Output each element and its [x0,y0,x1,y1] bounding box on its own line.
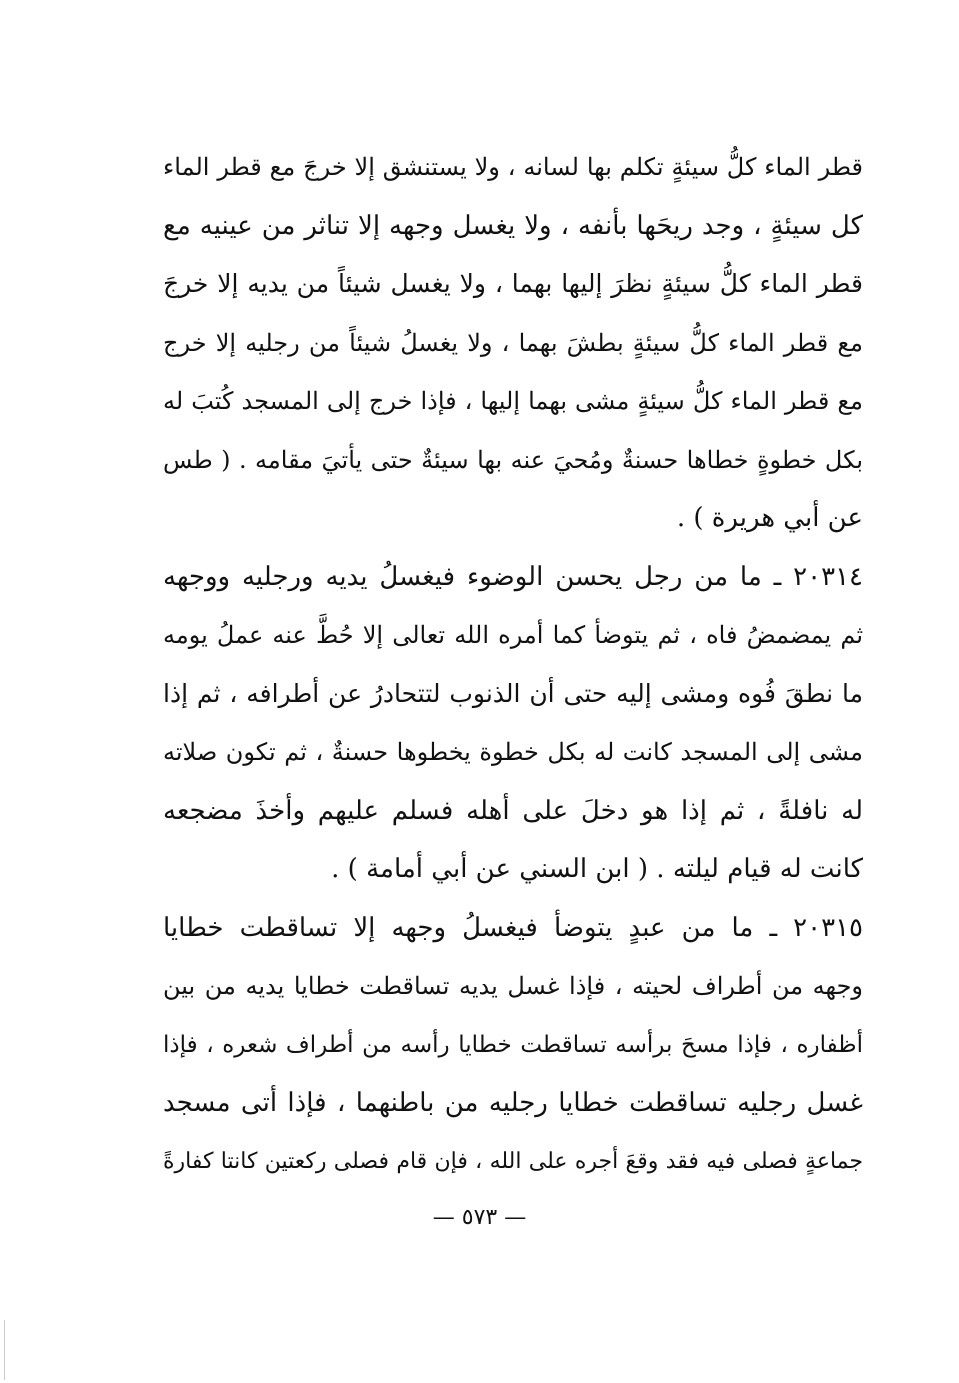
scan-edge-mark [4,1320,5,1380]
text-line: قطر الماء كلُّ سيئةٍ نظرَ إليها بهما ، ولا يغسل شيئاً من يديه إلا خرجَ [163,269,863,298]
text-line-end-of-paragraph: عن أبي هريرة ) . [676,503,863,533]
text-line: ما نطقَ فُوه ومشى إليه حتى أن الذنوب لتتحادرُ عن أطرافه ، ثم إذا [163,678,863,708]
text-line: جماعةٍ فصلى فيه فقد وقعَ أجره على الله ، فإن قام فصلى ركعتين كانتا كفارةً [163,1148,863,1174]
text-line: كل سيئةٍ ، وجد ريحَها بأنفه ، ولا يغسل وجهه إلا تناثر من عينيه مع [163,210,863,241]
text-line: له نافلةً ، ثم إذا هو دخلَ على أهله فسلم عليهم وأخذَ مضجعه [163,795,863,826]
text-line: غسل رجليه تساقطت خطايا رجليه من باطنهما ، فإذا أتى مسجد [163,1088,863,1118]
body-text [163,138,863,1191]
text-line: وجهه من أطراف لحيته ، فإذا غسل يديه تساقطت خطايا يديه من بين [163,972,863,1000]
text-line: مع قطر الماء كلُّ سيئةٍ مشى بهما إليها ، فإذا خرج إلى المسجد كُتبَ له [163,387,863,415]
text-line: ثم يمضمضُ فاه ، ثم يتوضأ كما أمره الله تعالى إلا حُطَّ عنه عملُ يومه [163,621,863,649]
text-line: مشى إلى المسجد كانت له بكل خطوة يخطوها حسنةٌ ، ثم تكون صلاته [163,738,863,766]
text-line: مع قطر الماء كلُّ سيئةٍ بطشَ بهما ، ولا يغسلُ شيئاً من رجليه إلا خرج [163,328,863,357]
text-line: أظفاره ، فإذا مسحَ برأسه تساقطت خطايا رأسه من أطراف شعره ، فإذا [163,1031,863,1058]
text-line-end-of-paragraph: كانت له قيام ليلته . ( ابن السني عن أبي أمامة ) . [331,854,863,884]
hadith-20315-start: ٢٠٣١٥ ـ ما من عبدٍ يتوضأ فيغسلُ وجهه إلا تساقطت خطايا [163,912,863,943]
page-number: — ٥٧٣ — [432,1205,527,1230]
hadith-20314-start: ٢٠٣١٤ ـ ما من رجل يحسن الوضوء فيغسلُ يديه ورجليه ووجهه [163,561,863,592]
text-line: بكل خطوةٍ خطاها حسنةٌ ومُحيَ عنه بها سيئةٌ حتى يأتيَ مقامه . ( طس [163,445,863,474]
text-line: قطر الماء كلُّ سيئةٍ تكلم بها لسانه ، ولا يستنشق إلا خرجَ مع قطر الماء [163,153,863,181]
